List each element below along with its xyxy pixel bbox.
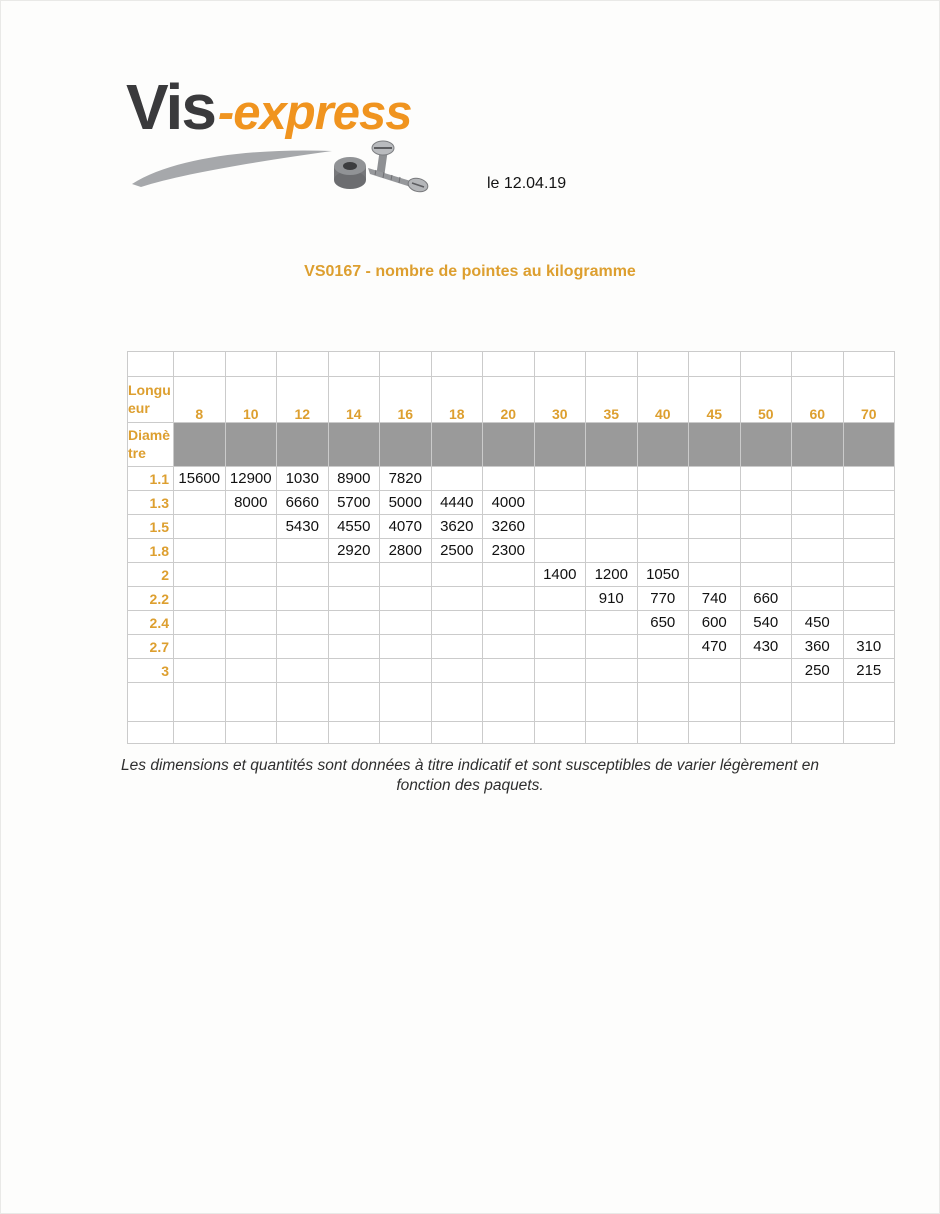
table-cell: [689, 491, 741, 515]
table-cell: [586, 539, 638, 563]
empty-cell: [277, 352, 329, 377]
table-row: [128, 611, 895, 635]
table-cell: [225, 587, 277, 611]
logo-text-vis: Vis: [126, 71, 215, 143]
table-cell: [431, 587, 483, 611]
table-cell: 250: [792, 659, 844, 683]
table-cell: [174, 491, 226, 515]
column-header: 12: [277, 377, 329, 423]
empty-cell: [225, 722, 277, 744]
column-header: 18: [431, 377, 483, 423]
empty-cell: [534, 722, 586, 744]
column-header: 20: [483, 377, 535, 423]
table-cell: [792, 515, 844, 539]
empty-cell: [689, 683, 741, 722]
table-cell: [328, 563, 380, 587]
table-row: [128, 563, 895, 587]
table-cell: [792, 491, 844, 515]
table-cell: [637, 539, 689, 563]
table-cell: [792, 539, 844, 563]
table-cell: [328, 659, 380, 683]
table-cell: [843, 467, 895, 491]
table-cell: [586, 515, 638, 539]
table-cell: [225, 539, 277, 563]
table-cell: [843, 491, 895, 515]
corner-label-longueur: Longueur: [128, 377, 174, 423]
table-cell: 910: [586, 587, 638, 611]
empty-cell: [689, 352, 741, 377]
corner-label-diametre: Diamètre: [128, 423, 174, 467]
row-label: 2.2: [128, 587, 174, 611]
table-cell: 470: [689, 635, 741, 659]
table-cell: [534, 467, 586, 491]
empty-cell: [431, 352, 483, 377]
table-cell: [586, 467, 638, 491]
table-row: [128, 635, 895, 659]
table-cell: 5000: [380, 491, 432, 515]
empty-row: [128, 683, 895, 722]
table-cell: [174, 659, 226, 683]
diameter-band-cell: [174, 423, 226, 467]
empty-cell: [740, 683, 792, 722]
table-cell: [637, 467, 689, 491]
table-cell: 3260: [483, 515, 535, 539]
logo-wordmark: [126, 71, 446, 143]
table-cell: 5430: [277, 515, 329, 539]
table-cell: [483, 587, 535, 611]
table-cell: [328, 611, 380, 635]
table-cell: [225, 635, 277, 659]
empty-cell: [843, 352, 895, 377]
table-cell: 3620: [431, 515, 483, 539]
table-cell: 2300: [483, 539, 535, 563]
empty-cell: [483, 722, 535, 744]
diameter-band-cell: [225, 423, 277, 467]
table-cell: [380, 659, 432, 683]
empty-cell: [128, 352, 174, 377]
table-cell: 5700: [328, 491, 380, 515]
empty-cell: [225, 352, 277, 377]
table-cell: [637, 659, 689, 683]
vis-express-logo: [126, 71, 446, 199]
table-cell: 770: [637, 587, 689, 611]
diameter-band-row: [128, 423, 895, 467]
table-cell: [277, 563, 329, 587]
table-cell: [534, 659, 586, 683]
empty-cell: [586, 722, 638, 744]
table-cell: 2500: [431, 539, 483, 563]
table-cell: [380, 563, 432, 587]
table-cell: [483, 611, 535, 635]
empty-cell: [637, 683, 689, 722]
empty-cell: [225, 683, 277, 722]
table-cell: [483, 635, 535, 659]
table-cell: [792, 587, 844, 611]
column-header: 45: [689, 377, 741, 423]
column-header: 40: [637, 377, 689, 423]
table-cell: [586, 635, 638, 659]
table-cell: 8000: [225, 491, 277, 515]
column-header: 50: [740, 377, 792, 423]
table-cell: [586, 491, 638, 515]
table-row: [128, 515, 895, 539]
table-cell: [740, 515, 792, 539]
screw-icon: [368, 141, 429, 194]
diameter-band-cell: [689, 423, 741, 467]
table-cell: 740: [689, 587, 741, 611]
table-cell: 600: [689, 611, 741, 635]
table-cell: 215: [843, 659, 895, 683]
diameter-band-cell: [637, 423, 689, 467]
empty-cell: [174, 722, 226, 744]
table-cell: [689, 563, 741, 587]
table-cell: [843, 515, 895, 539]
footer-note: Les dimensions et quantités sont données à titre indicatif et sont susceptibles de varier légèrement en fonction des paquets.: [121, 757, 819, 795]
table-cell: [431, 611, 483, 635]
column-header: 60: [792, 377, 844, 423]
nut-icon: [334, 157, 366, 189]
empty-cell: [277, 722, 329, 744]
row-label: 3: [128, 659, 174, 683]
empty-cell: [689, 722, 741, 744]
table-cell: 4550: [328, 515, 380, 539]
table-cell: 360: [792, 635, 844, 659]
table-cell: 540: [740, 611, 792, 635]
table-cell: [483, 659, 535, 683]
table-cell: [174, 515, 226, 539]
diameter-band-cell: [534, 423, 586, 467]
table-cell: 4070: [380, 515, 432, 539]
table-cell: [174, 563, 226, 587]
table-cell: [225, 563, 277, 587]
table-cell: [843, 563, 895, 587]
empty-cell: [380, 683, 432, 722]
table-cell: [843, 587, 895, 611]
table-cell: [586, 611, 638, 635]
table-cell: [534, 587, 586, 611]
table-cell: [328, 587, 380, 611]
table-cell: 430: [740, 635, 792, 659]
empty-row: [128, 352, 895, 377]
table-cell: [637, 491, 689, 515]
diameter-band-cell: [277, 423, 329, 467]
table-cell: [380, 587, 432, 611]
table-cell: [174, 611, 226, 635]
table-cell: [534, 515, 586, 539]
table-cell: 1030: [277, 467, 329, 491]
empty-cell: [843, 683, 895, 722]
table-cell: [740, 659, 792, 683]
table-cell: 6660: [277, 491, 329, 515]
empty-cell: [792, 683, 844, 722]
table-cell: [689, 467, 741, 491]
table-cell: [431, 467, 483, 491]
diameter-band-cell: [792, 423, 844, 467]
length-header-row: [128, 377, 895, 423]
empty-cell: [380, 352, 432, 377]
table-cell: [534, 539, 586, 563]
column-header: 35: [586, 377, 638, 423]
points-per-kg-table: [127, 351, 895, 744]
empty-cell: [792, 722, 844, 744]
diameter-band-cell: [740, 423, 792, 467]
table-row: [128, 491, 895, 515]
row-label: 1.1: [128, 467, 174, 491]
column-header: 10: [225, 377, 277, 423]
table-cell: [792, 563, 844, 587]
table-cell: [689, 539, 741, 563]
table-row: [128, 467, 895, 491]
empty-cell: [534, 683, 586, 722]
page-title: VS0167 - nombre de pointes au kilogramme: [304, 263, 636, 280]
document-date: le 12.04.19: [487, 175, 567, 192]
table-cell: [277, 539, 329, 563]
table-cell: [431, 563, 483, 587]
empty-cell: [328, 352, 380, 377]
row-label: 1.3: [128, 491, 174, 515]
empty-cell: [637, 352, 689, 377]
table-cell: [431, 635, 483, 659]
table-cell: [225, 659, 277, 683]
empty-cell: [277, 683, 329, 722]
table-cell: [174, 635, 226, 659]
empty-cell: [586, 683, 638, 722]
row-label: 2: [128, 563, 174, 587]
empty-cell: [380, 722, 432, 744]
empty-cell: [328, 683, 380, 722]
table-cell: 1400: [534, 563, 586, 587]
column-header: 70: [843, 377, 895, 423]
logo-swoosh-icon: [128, 148, 336, 188]
empty-row: [128, 722, 895, 744]
diameter-band-cell: [483, 423, 535, 467]
table-cell: [277, 635, 329, 659]
row-label: 1.8: [128, 539, 174, 563]
nut-and-bolt-icon: [322, 136, 432, 198]
column-header: 8: [174, 377, 226, 423]
empty-cell: [843, 722, 895, 744]
table-cell: [431, 659, 483, 683]
diameter-band-cell: [380, 423, 432, 467]
table-cell: [483, 467, 535, 491]
table-cell: [843, 611, 895, 635]
column-header: 30: [534, 377, 586, 423]
table-cell: [637, 515, 689, 539]
empty-cell: [586, 352, 638, 377]
table-cell: [689, 515, 741, 539]
column-header: 16: [380, 377, 432, 423]
empty-cell: [637, 722, 689, 744]
table-cell: 7820: [380, 467, 432, 491]
table-cell: [328, 635, 380, 659]
table-cell: 2800: [380, 539, 432, 563]
empty-cell: [328, 722, 380, 744]
table-cell: 4000: [483, 491, 535, 515]
table-cell: 310: [843, 635, 895, 659]
table-cell: 650: [637, 611, 689, 635]
table-row: [128, 539, 895, 563]
diameter-band-cell: [843, 423, 895, 467]
table-cell: [637, 635, 689, 659]
table-cell: [534, 491, 586, 515]
empty-cell: [534, 352, 586, 377]
empty-cell: [792, 352, 844, 377]
table-cell: [740, 467, 792, 491]
column-header: 14: [328, 377, 380, 423]
empty-cell: [128, 722, 174, 744]
table-cell: [225, 611, 277, 635]
table-cell: [740, 491, 792, 515]
table-cell: [689, 659, 741, 683]
table-cell: 4440: [431, 491, 483, 515]
empty-cell: [128, 683, 174, 722]
table-cell: 450: [792, 611, 844, 635]
table-cell: 15600: [174, 467, 226, 491]
table-cell: [174, 539, 226, 563]
table-cell: [380, 635, 432, 659]
table-cell: [380, 611, 432, 635]
table-cell: 12900: [225, 467, 277, 491]
table-cell: [277, 587, 329, 611]
table-cell: [740, 563, 792, 587]
table-cell: 1200: [586, 563, 638, 587]
table-cell: [483, 563, 535, 587]
empty-cell: [174, 352, 226, 377]
table-cell: [843, 539, 895, 563]
row-label: 2.4: [128, 611, 174, 635]
empty-cell: [740, 722, 792, 744]
diameter-band-cell: [328, 423, 380, 467]
table-cell: 8900: [328, 467, 380, 491]
empty-cell: [431, 683, 483, 722]
row-label: 1.5: [128, 515, 174, 539]
table-cell: [534, 611, 586, 635]
table-cell: [534, 635, 586, 659]
row-label: 2.7: [128, 635, 174, 659]
table-cell: [277, 659, 329, 683]
table-cell: [174, 587, 226, 611]
table-cell: 1050: [637, 563, 689, 587]
empty-cell: [483, 683, 535, 722]
logo-text-express: -express: [217, 86, 412, 140]
table-cell: 2920: [328, 539, 380, 563]
empty-cell: [431, 722, 483, 744]
empty-cell: [483, 352, 535, 377]
diameter-band-cell: [586, 423, 638, 467]
empty-cell: [174, 683, 226, 722]
empty-cell: [740, 352, 792, 377]
table-cell: [586, 659, 638, 683]
table-cell: [225, 515, 277, 539]
table-cell: [792, 467, 844, 491]
table-row: [128, 659, 895, 683]
table-cell: [277, 611, 329, 635]
table-row: [128, 587, 895, 611]
table-cell: [740, 539, 792, 563]
table-cell: 660: [740, 587, 792, 611]
diameter-band-cell: [431, 423, 483, 467]
